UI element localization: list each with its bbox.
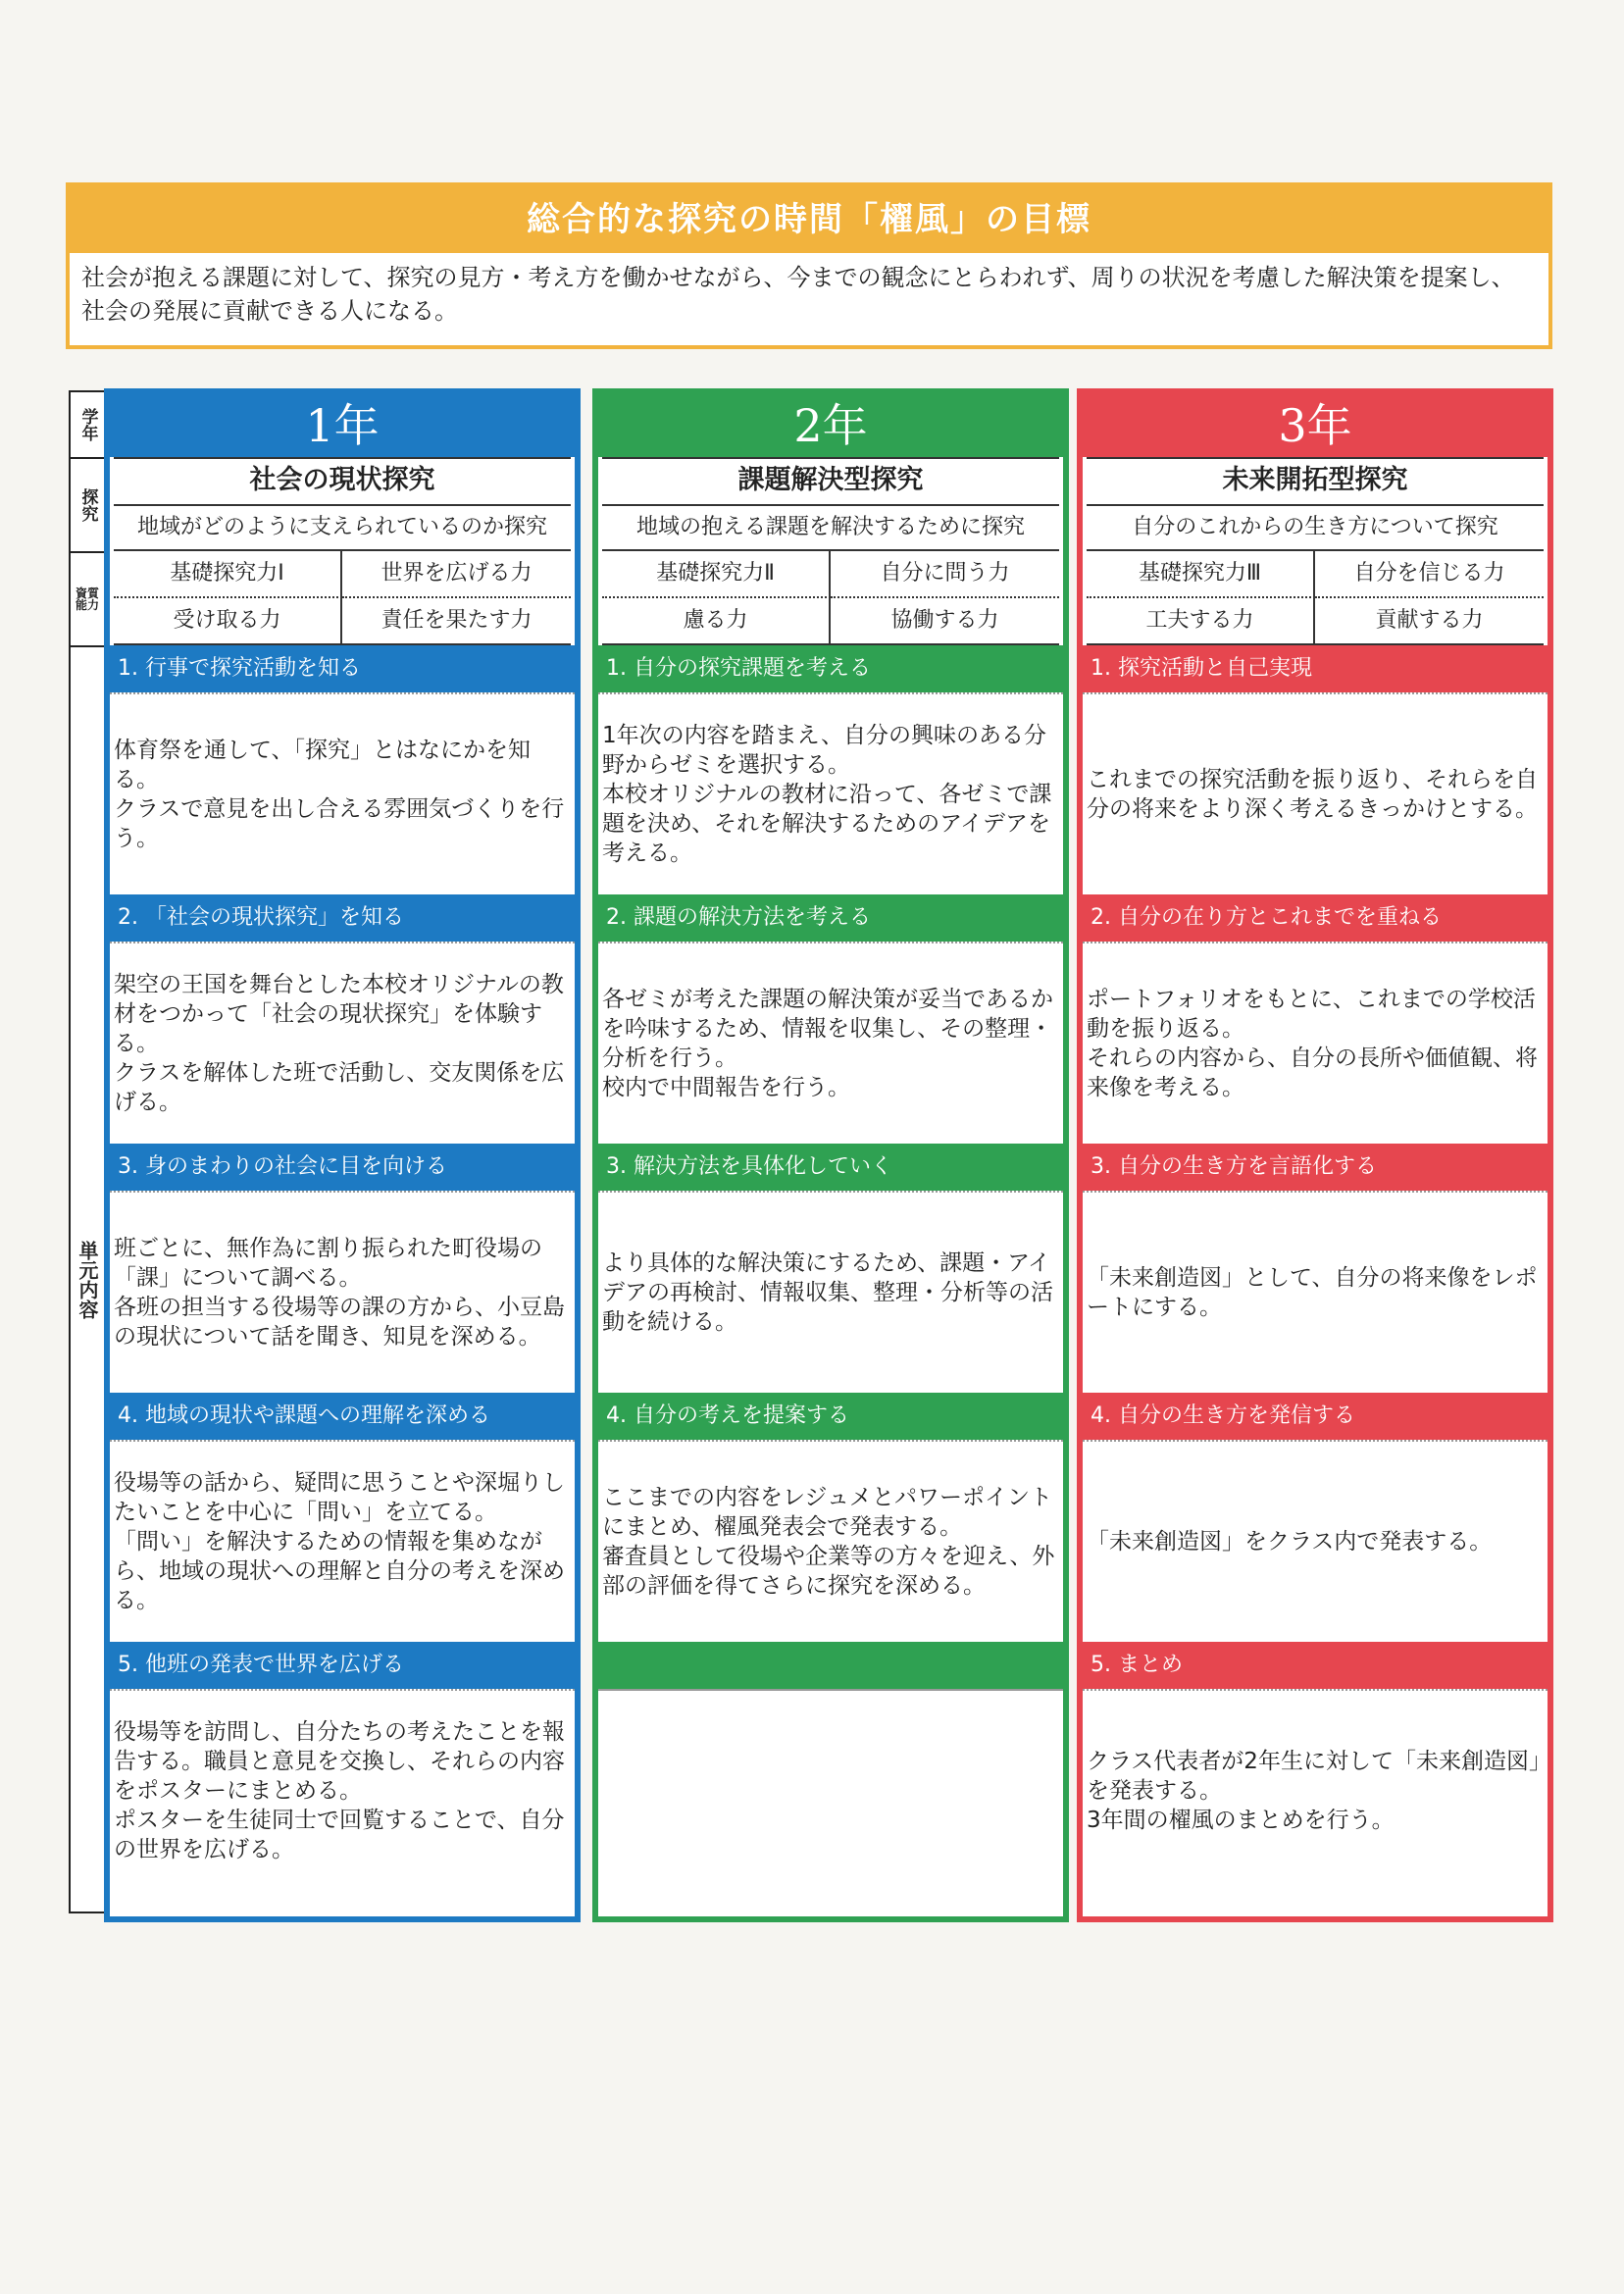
unit-body-text: 各ゼミが考えた課題の解決策が妥当であるかを吟味するため、情報を収集し、その整理・分析を行う。 校内で中間報告を行う。 bbox=[602, 987, 1053, 1100]
unit-body-text: 役場等の話から、疑問に思うことや深堀りしたいことを中心に「問い」を立てる。 「問い」を解決するための情報を集めながら、地域の現状への理解と自分の考えを深める。 bbox=[114, 1470, 565, 1613]
side-label-grade: 学年 bbox=[71, 392, 104, 459]
side-label-column bbox=[69, 390, 106, 1913]
unit-body-4 bbox=[1083, 1440, 1548, 1642]
unit-body-3 bbox=[110, 1191, 575, 1393]
unit-body-text: より具体的な解決策にするため、課題・アイデアの再検討、情報収集、整理・分析等の活動を続ける。 bbox=[602, 1250, 1053, 1335]
unit-title-3: 3. 解決方法を具体化していく bbox=[598, 1144, 1063, 1191]
grade-column-2 bbox=[592, 388, 1069, 1922]
unit-title-2: 2. 「社会の現状探究」を知る bbox=[110, 894, 575, 942]
grade-theme-subtitle: 地域がどのように支えられているのか探究 bbox=[114, 506, 571, 551]
unit-body-2 bbox=[110, 942, 575, 1144]
grade-theme: 社会の現状探究 bbox=[114, 457, 571, 506]
unit-body-text: これまでの探究活動を振り返り、それらを自分の将来をより深く考えるきっかけとする。 bbox=[1087, 767, 1538, 822]
unit-title-5: 5. 他班の発表で世界を広げる bbox=[110, 1642, 575, 1689]
goal-text: 社会が抱える課題に対して、探究の見方・考え方を働かせながら、今までの観念にとらわれず、周りの状況を考慮した解決策を提案し、社会の発展に貢献できる人になる。 bbox=[81, 264, 1515, 325]
ability-grid bbox=[114, 551, 571, 645]
side-label-ability bbox=[71, 553, 104, 647]
unit-title-2: 2. 自分の在り方とこれまでを重ねる bbox=[1083, 894, 1548, 942]
unit-title-4: 4. 自分の生き方を発信する bbox=[1083, 1393, 1548, 1440]
unit-body-5 bbox=[598, 1689, 1063, 1891]
ability-item: 世界を広げる力 bbox=[342, 551, 571, 598]
unit-title-2: 2. 課題の解決方法を考える bbox=[598, 894, 1063, 942]
ability-item: 基礎探究力Ⅱ bbox=[602, 551, 831, 598]
unit-title-5: 5. まとめ bbox=[1083, 1642, 1548, 1689]
unit-body-1 bbox=[1083, 692, 1548, 894]
grade-theme-subtitle: 地域の抱える課題を解決するために探究 bbox=[602, 506, 1059, 551]
unit-body-1 bbox=[598, 692, 1063, 894]
goal-title: 総合的な探究の時間「櫂風」の目標 bbox=[70, 186, 1548, 253]
grade-title: 2年 bbox=[598, 394, 1063, 457]
ability-item: 責任を果たす力 bbox=[381, 608, 533, 633]
unit-body-2 bbox=[598, 942, 1063, 1144]
grade-column-1 bbox=[104, 388, 581, 1922]
side-label-inquiry: 探究 bbox=[71, 459, 104, 553]
side-label-units: 単元内容 bbox=[76, 1240, 99, 1319]
grade-title: 1年 bbox=[110, 394, 575, 457]
unit-body-text: 「未来創造図」をクラス内で発表する。 bbox=[1087, 1529, 1493, 1555]
unit-title-5 bbox=[598, 1642, 1063, 1689]
unit-body-4 bbox=[110, 1440, 575, 1642]
unit-body-text: ここまでの内容をレジュメとパワーポイントにまとめ、櫂風発表会で発表する。 審査員として役場や企業等の方々を迎え、外部の評価を得てさらに探究を深める。 bbox=[602, 1485, 1055, 1599]
ability-item: 自分に問う力 bbox=[831, 551, 1059, 598]
unit-body-text: 「未来創造図」として、自分の将来像をレポートにする。 bbox=[1087, 1265, 1538, 1320]
ability-item: 自分を信じる力 bbox=[1315, 551, 1544, 598]
ability-item: 工夫する力 bbox=[1087, 598, 1315, 643]
unit-body-3 bbox=[1083, 1191, 1548, 1393]
ability-item: 受け取る力 bbox=[114, 598, 342, 643]
ability-grid bbox=[602, 551, 1059, 645]
unit-title-1: 1. 探究活動と自己実現 bbox=[1083, 645, 1548, 692]
unit-title-1: 1. 行事で探究活動を知る bbox=[110, 645, 575, 692]
ability-item: 基礎探究力Ⅰ bbox=[114, 551, 342, 598]
grade-column-3 bbox=[1077, 388, 1553, 1922]
ability-grid bbox=[1087, 551, 1544, 645]
unit-body-text: ポートフォリオをもとに、これまでの学校活動を振り返る。 それらの内容から、自分の長所や価値観、将来像を考える。 bbox=[1087, 987, 1538, 1100]
grade-title: 3年 bbox=[1083, 394, 1548, 457]
goal-box bbox=[66, 182, 1552, 349]
unit-body-text: 架空の王国を舞台とした本校オリジナルの教材をつかって「社会の現状探究」を体験する。 クラスを解体した班で活動し、交友関係を広げる。 bbox=[114, 972, 565, 1115]
ability-item: 慮る力 bbox=[602, 598, 831, 643]
ability-item: 基礎探究力Ⅲ bbox=[1087, 551, 1315, 598]
unit-title-3: 3. 自分の生き方を言語化する bbox=[1083, 1144, 1548, 1191]
unit-body-5 bbox=[110, 1689, 575, 1891]
grade-theme: 未来開拓型探究 bbox=[1087, 457, 1544, 506]
unit-title-4: 4. 自分の考えを提案する bbox=[598, 1393, 1063, 1440]
ability-item: 協働する力 bbox=[890, 608, 999, 633]
unit-body-text: クラス代表者が2年生に対して「未来創造図」を発表する。 3年間の櫂風のまとめを行う。 bbox=[1087, 1749, 1541, 1833]
side-label-ability-line1: 資質 bbox=[75, 586, 99, 600]
unit-body-2 bbox=[1083, 942, 1548, 1144]
unit-body-5 bbox=[1083, 1689, 1548, 1891]
unit-body-3 bbox=[598, 1191, 1063, 1393]
unit-title-1: 1. 自分の探究課題を考える bbox=[598, 645, 1063, 692]
ability-item: 貢献する力 bbox=[1375, 608, 1484, 633]
unit-body-1 bbox=[110, 692, 575, 894]
unit-body-4 bbox=[598, 1440, 1063, 1642]
grade-theme: 課題解決型探究 bbox=[602, 457, 1059, 506]
grade-theme-subtitle: 自分のこれからの生き方について探究 bbox=[1087, 506, 1544, 551]
unit-body-text: 体育祭を通して、「探究」とはなにかを知る。 クラスで意見を出し合える雰囲気づくりを行う。 bbox=[114, 738, 565, 851]
unit-body-text: 1年次の内容を踏まえ、自分の興味のある分野からゼミを選択する。 本校オリジナルの教材に沿って、各ゼミで課題を決め、それを解決するためのアイデアを考える。 bbox=[602, 723, 1052, 866]
unit-title-4: 4. 地域の現状や課題への理解を深める bbox=[110, 1393, 575, 1440]
side-label-ability-line2: 能力 bbox=[75, 598, 99, 612]
unit-body-text: 班ごとに、無作為に割り振られた町役場の「課」について調べる。 各班の担当する役場等の課の方から、小豆島の現状について話を聞き、知見を深める。 bbox=[114, 1236, 565, 1350]
unit-body-text: 役場等を訪問し、自分たちの考えたことを報告する。職員と意見を交換し、それらの内容をポスターにまとめる。 ポスターを生徒同士で回覧することで、自分の世界を広げる。 bbox=[114, 1719, 565, 1862]
unit-title-3: 3. 身のまわりの社会に目を向ける bbox=[110, 1144, 575, 1191]
